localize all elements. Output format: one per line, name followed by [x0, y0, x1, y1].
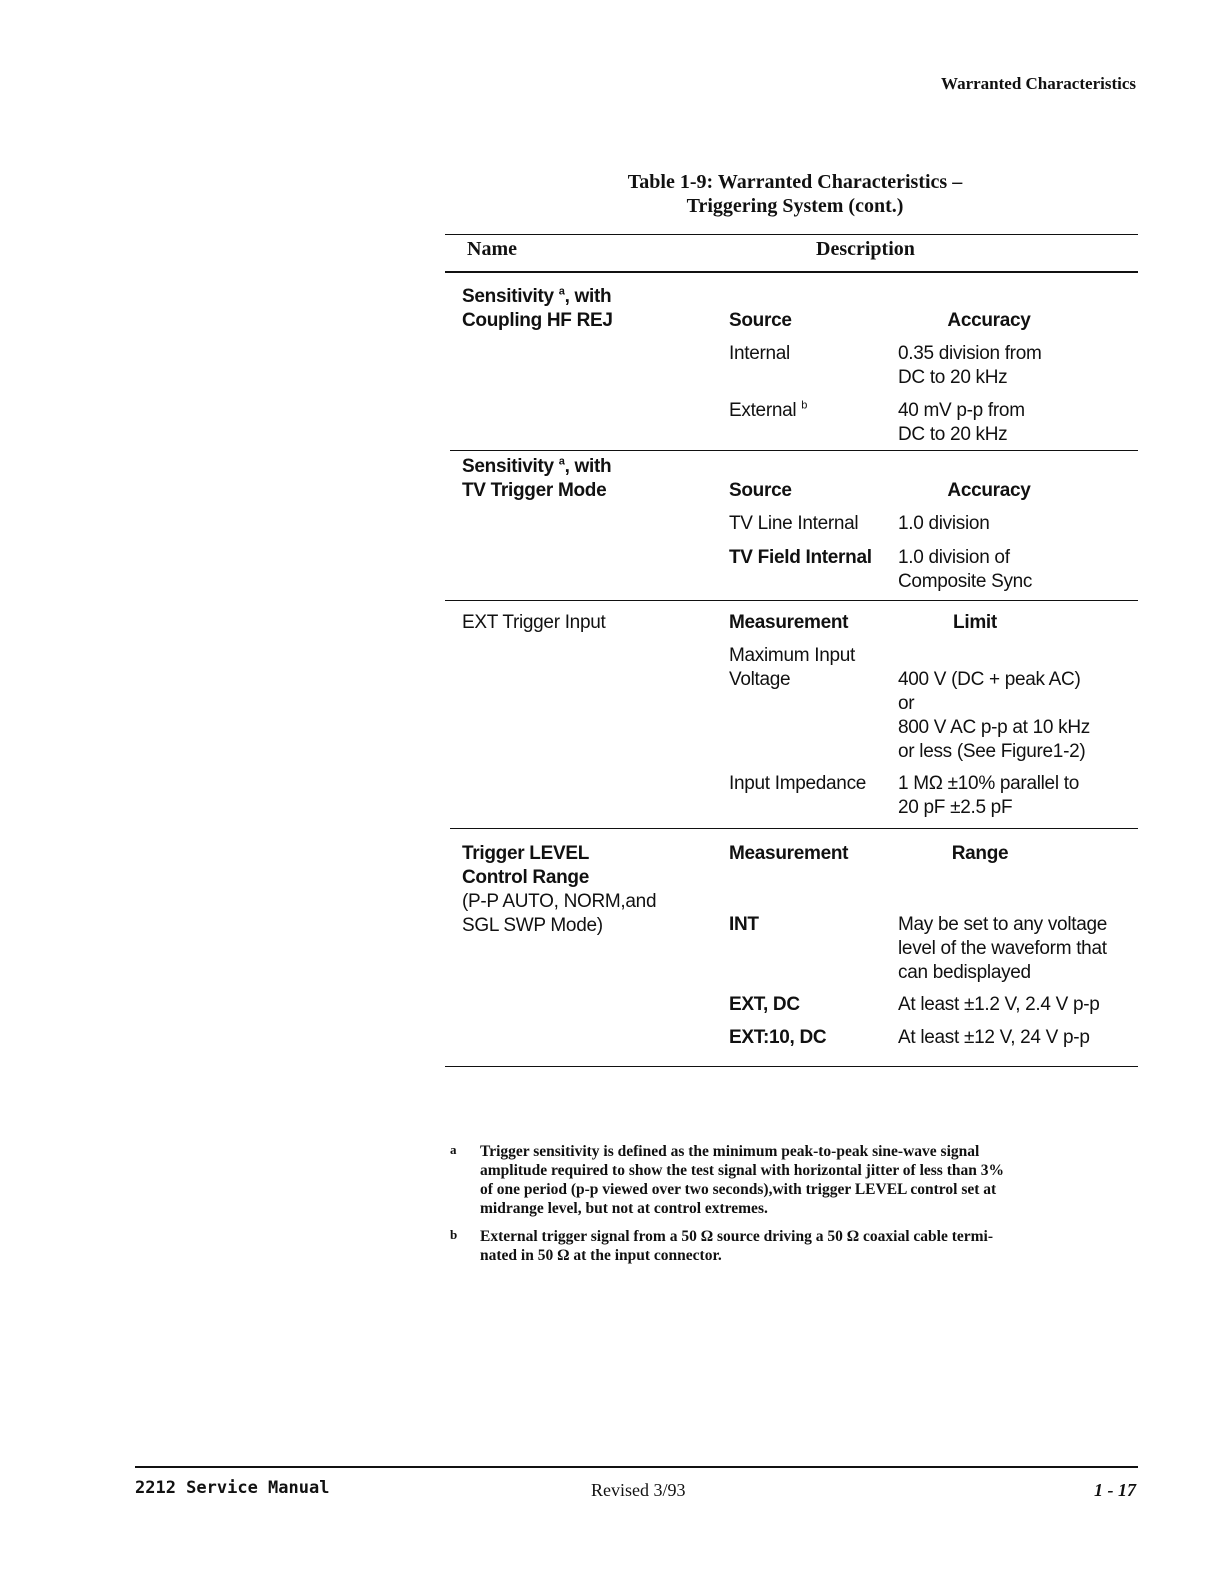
subheader-left: Source [729, 310, 792, 331]
source-cell: Internal [729, 343, 790, 364]
subheader-right: Accuracy [947, 480, 1031, 501]
source-cell: External $^b$ [729, 399, 808, 421]
footnote-mark: b [450, 1227, 458, 1242]
subheader-left: Measurement [729, 843, 849, 864]
accuracy-cell: 0.35 division from DC to 20 kHz [898, 343, 1042, 388]
column-header-name: Name [467, 238, 517, 260]
measurement-cell: EXT:10, DC [729, 1027, 827, 1048]
footnote-b: b External trigger signal from a 50 Ω source driving a 50 Ω coaxial cable termi- nated in 50 Ω at the input connector. [450, 1227, 993, 1264]
row-name: Sensitivity $^a$, with Coupling HF REJ [462, 285, 613, 331]
table-header-rule [445, 271, 1138, 273]
measurement-cell: Input Impedance [729, 773, 867, 794]
footnote-a: a Trigger sensitivity is defined as the minimum peak-to-peak sine-wave signal amplitude required to show the test signal with horizontal jitter of less than 3% of one period (p-p viewed over two seconds),with trigger LEVEL control set at midrange level, but not at control extremes. [450, 1142, 1004, 1217]
section-divider [445, 600, 1138, 601]
subheader-left: Measurement [729, 612, 849, 633]
footer-revision: Revised 3/93 [591, 1480, 686, 1500]
page-number: 1 - 17 [1094, 1480, 1136, 1500]
source-cell: TV Field Internal [729, 547, 872, 568]
section-divider [450, 828, 1138, 829]
table-top-rule [445, 234, 1138, 235]
table-bottom-rule [445, 1066, 1138, 1067]
accuracy-cell: 1.0 division of Composite Sync [898, 547, 1033, 592]
row-name: EXT Trigger Input [462, 612, 606, 633]
table-caption-line1: Table 1-9: Warranted Characteristics – [627, 171, 963, 193]
table-caption-line2: Triggering System (cont.) [686, 195, 904, 217]
measurement-cell: Maximum Input Voltage [729, 645, 855, 690]
limit-cell: 400 V (DC + peak AC) or 800 V AC p-p at 10 kHz or less (See Figure1-2) [898, 669, 1090, 762]
table-caption [560, 170, 1030, 218]
subheader-right: Limit [953, 612, 997, 633]
source-cell: TV Line Internal [729, 513, 859, 534]
footer-rule [135, 1466, 1138, 1468]
limit-cell: 1 MΩ ±10% parallel to 20 pF ±2.5 pF [898, 773, 1079, 818]
row-name: Trigger LEVEL Control Range (P-P AUTO, NORM,and SGL SWP Mode) [462, 843, 657, 936]
subheader-left: Source [729, 480, 792, 501]
section-divider [450, 450, 1138, 451]
footnotes [450, 1142, 1110, 1265]
running-header: Warranted Characteristics [941, 74, 1136, 93]
subheader-right: Range [951, 843, 1009, 864]
column-header-description: Description [816, 238, 915, 260]
measurement-cell: EXT, DC [729, 994, 800, 1015]
range-cell: May be set to any voltage level of the waveform that can bedisplayed [898, 914, 1108, 983]
range-cell: At least ±1.2 V, 2.4 V p-p [898, 994, 1100, 1015]
footnote-mark: a [450, 1142, 457, 1157]
accuracy-cell: 40 mV p-p from DC to 20 kHz [898, 400, 1025, 445]
row-name: Sensitivity $^a$, with TV Trigger Mode [462, 455, 612, 501]
measurement-cell: INT [729, 914, 759, 935]
accuracy-cell: 1.0 division [898, 513, 990, 534]
range-cell: At least ±12 V, 24 V p-p [898, 1027, 1090, 1048]
footer-manual-title: 2212 Service Manual [135, 1478, 330, 1498]
subheader-right: Accuracy [947, 310, 1031, 331]
